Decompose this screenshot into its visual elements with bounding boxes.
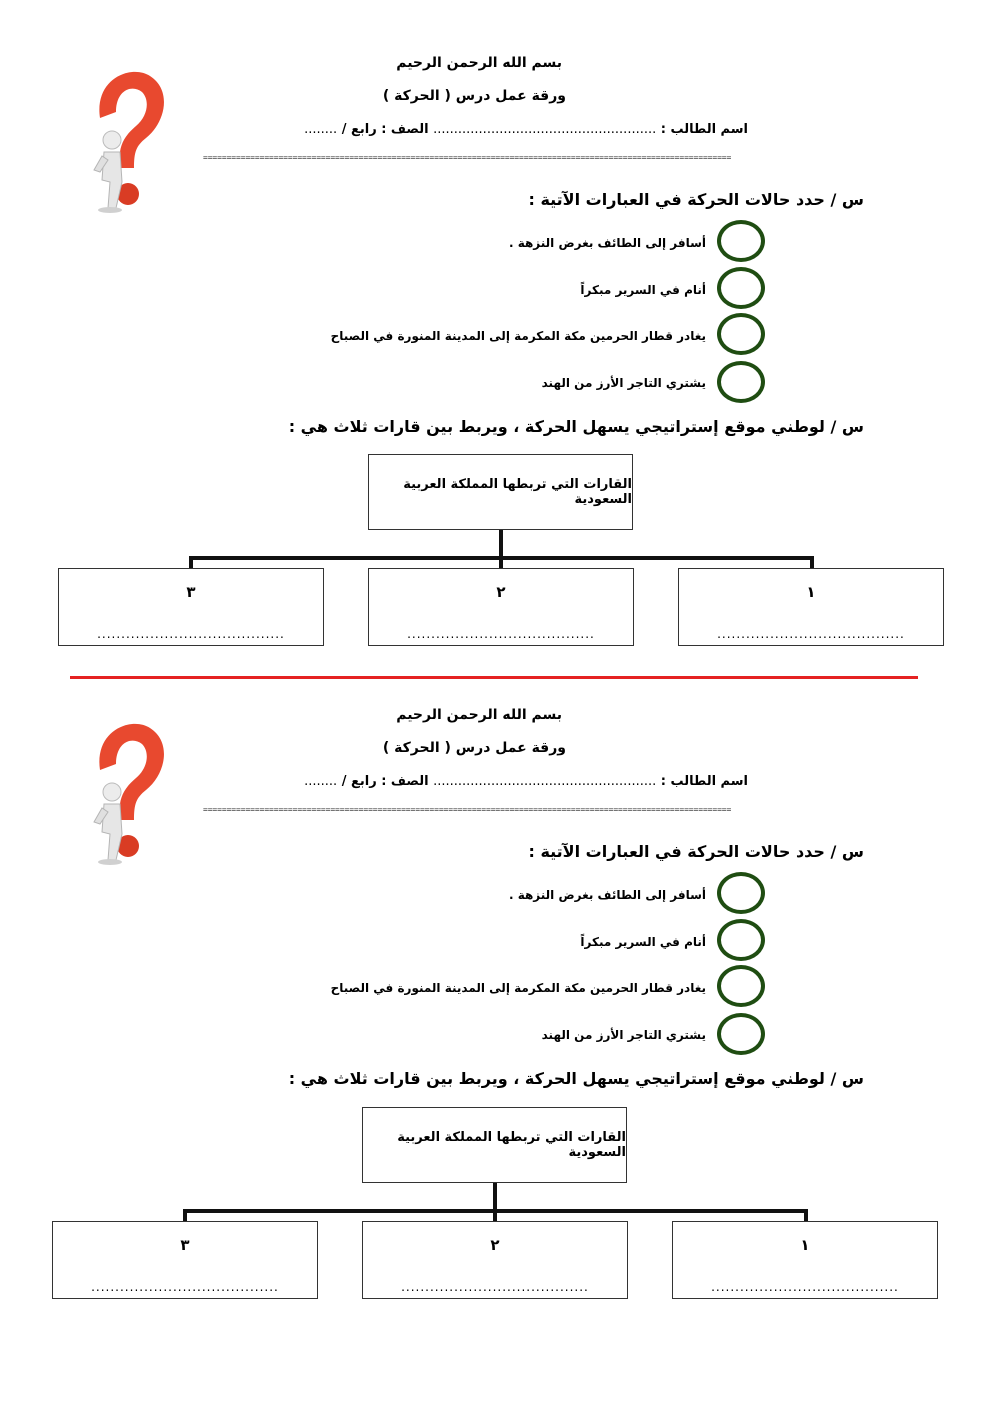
basmala: بسم الله الرحمن الرحيم [396, 707, 562, 723]
question-2-prompt: س / لوطني موقع إستراتيجي يسهل الحركة ، ويربط بين قارات ثلاث هي : [288, 1069, 864, 1088]
student-info-line [304, 774, 748, 789]
answer-circle[interactable] [717, 313, 765, 355]
motion-statement: يغادر قطار الحرمين مكة المكرمة إلى المدينة المنورة في الصباح [330, 981, 706, 995]
question-mark-figure-icon [80, 712, 170, 867]
student-info-line [304, 122, 748, 137]
continent-answer-box-2[interactable] [362, 1221, 628, 1299]
answer-circle[interactable] [717, 267, 765, 309]
continent-answer-box-3[interactable] [58, 568, 324, 646]
grade-label: الصف : رابع / [341, 774, 429, 789]
answer-dots: ....................................... [401, 1280, 589, 1294]
student-name-field[interactable]: ...................................................... [433, 122, 657, 137]
box-number: ١ [806, 583, 816, 601]
continents-root-box [362, 1107, 627, 1183]
motion-statement: أسافر إلى الطائف بغرض النزهة . [508, 888, 706, 902]
answer-circle[interactable] [717, 220, 765, 262]
motion-statement: يغادر قطار الحرمين مكة المكرمة إلى المدينة المنورة في الصباح [330, 329, 706, 343]
worksheet-copy-1 [0, 0, 992, 652]
header-separator: ================================================================================================================ [203, 805, 732, 814]
box-number: ٢ [496, 583, 506, 601]
motion-statement: أنام في السرير مبكراً [580, 935, 706, 949]
answer-circle[interactable] [717, 965, 765, 1007]
answer-circle[interactable] [717, 872, 765, 914]
worksheet-title: ورقة عمل درس ( الحركة ) [382, 88, 566, 104]
motion-statement: أسافر إلى الطائف بغرض النزهة . [508, 236, 706, 250]
continent-answer-box-1[interactable] [672, 1221, 938, 1299]
tree-connector [499, 530, 503, 557]
continent-answer-box-2[interactable] [368, 568, 634, 646]
worksheet-copy-2 [0, 652, 992, 1304]
answer-dots: ....................................... [717, 627, 905, 641]
motion-statement: أنام في السرير مبكراً [580, 283, 706, 297]
student-name-field[interactable]: ...................................................... [433, 774, 657, 789]
student-name-label: اسم الطالب : [660, 774, 748, 789]
answer-dots: ....................................... [407, 627, 595, 641]
root-box-label: القارات التي تربطها المملكة العربية السعودية [397, 1130, 626, 1160]
tree-connector [493, 1183, 497, 1210]
root-box-label: القارات التي تربطها المملكة العربية السعودية [403, 477, 632, 507]
worksheet-title: ورقة عمل درس ( الحركة ) [382, 740, 566, 756]
answer-circle[interactable] [717, 361, 765, 403]
grade-label: الصف : رابع / [341, 122, 429, 137]
continent-answer-box-1[interactable] [678, 568, 944, 646]
answer-dots: ....................................... [91, 1280, 279, 1294]
basmala: بسم الله الرحمن الرحيم [396, 55, 562, 71]
header-separator: ================================================================================================================ [203, 153, 732, 162]
question-mark-figure-icon [80, 60, 170, 215]
box-number: ٣ [180, 1236, 190, 1254]
student-name-label: اسم الطالب : [660, 122, 748, 137]
motion-statement: يشتري التاجر الأرز من الهند [541, 1028, 706, 1042]
answer-dots: ....................................... [711, 1280, 899, 1294]
question-2-prompt: س / لوطني موقع إستراتيجي يسهل الحركة ، ويربط بين قارات ثلاث هي : [288, 417, 864, 436]
grade-field[interactable]: ........ [304, 122, 338, 137]
box-number: ٢ [490, 1236, 500, 1254]
answer-circle[interactable] [717, 919, 765, 961]
box-number: ٣ [186, 583, 196, 601]
grade-field[interactable]: ........ [304, 774, 338, 789]
answer-dots: ....................................... [97, 627, 285, 641]
question-1-prompt: س / حدد حالات الحركة في العبارات الآتية : [528, 190, 864, 209]
question-1-prompt: س / حدد حالات الحركة في العبارات الآتية : [528, 842, 864, 861]
motion-statement: يشتري التاجر الأرز من الهند [541, 376, 706, 390]
box-number: ١ [800, 1236, 810, 1254]
continent-answer-box-3[interactable] [52, 1221, 318, 1299]
continents-root-box [368, 454, 633, 530]
answer-circle[interactable] [717, 1013, 765, 1055]
